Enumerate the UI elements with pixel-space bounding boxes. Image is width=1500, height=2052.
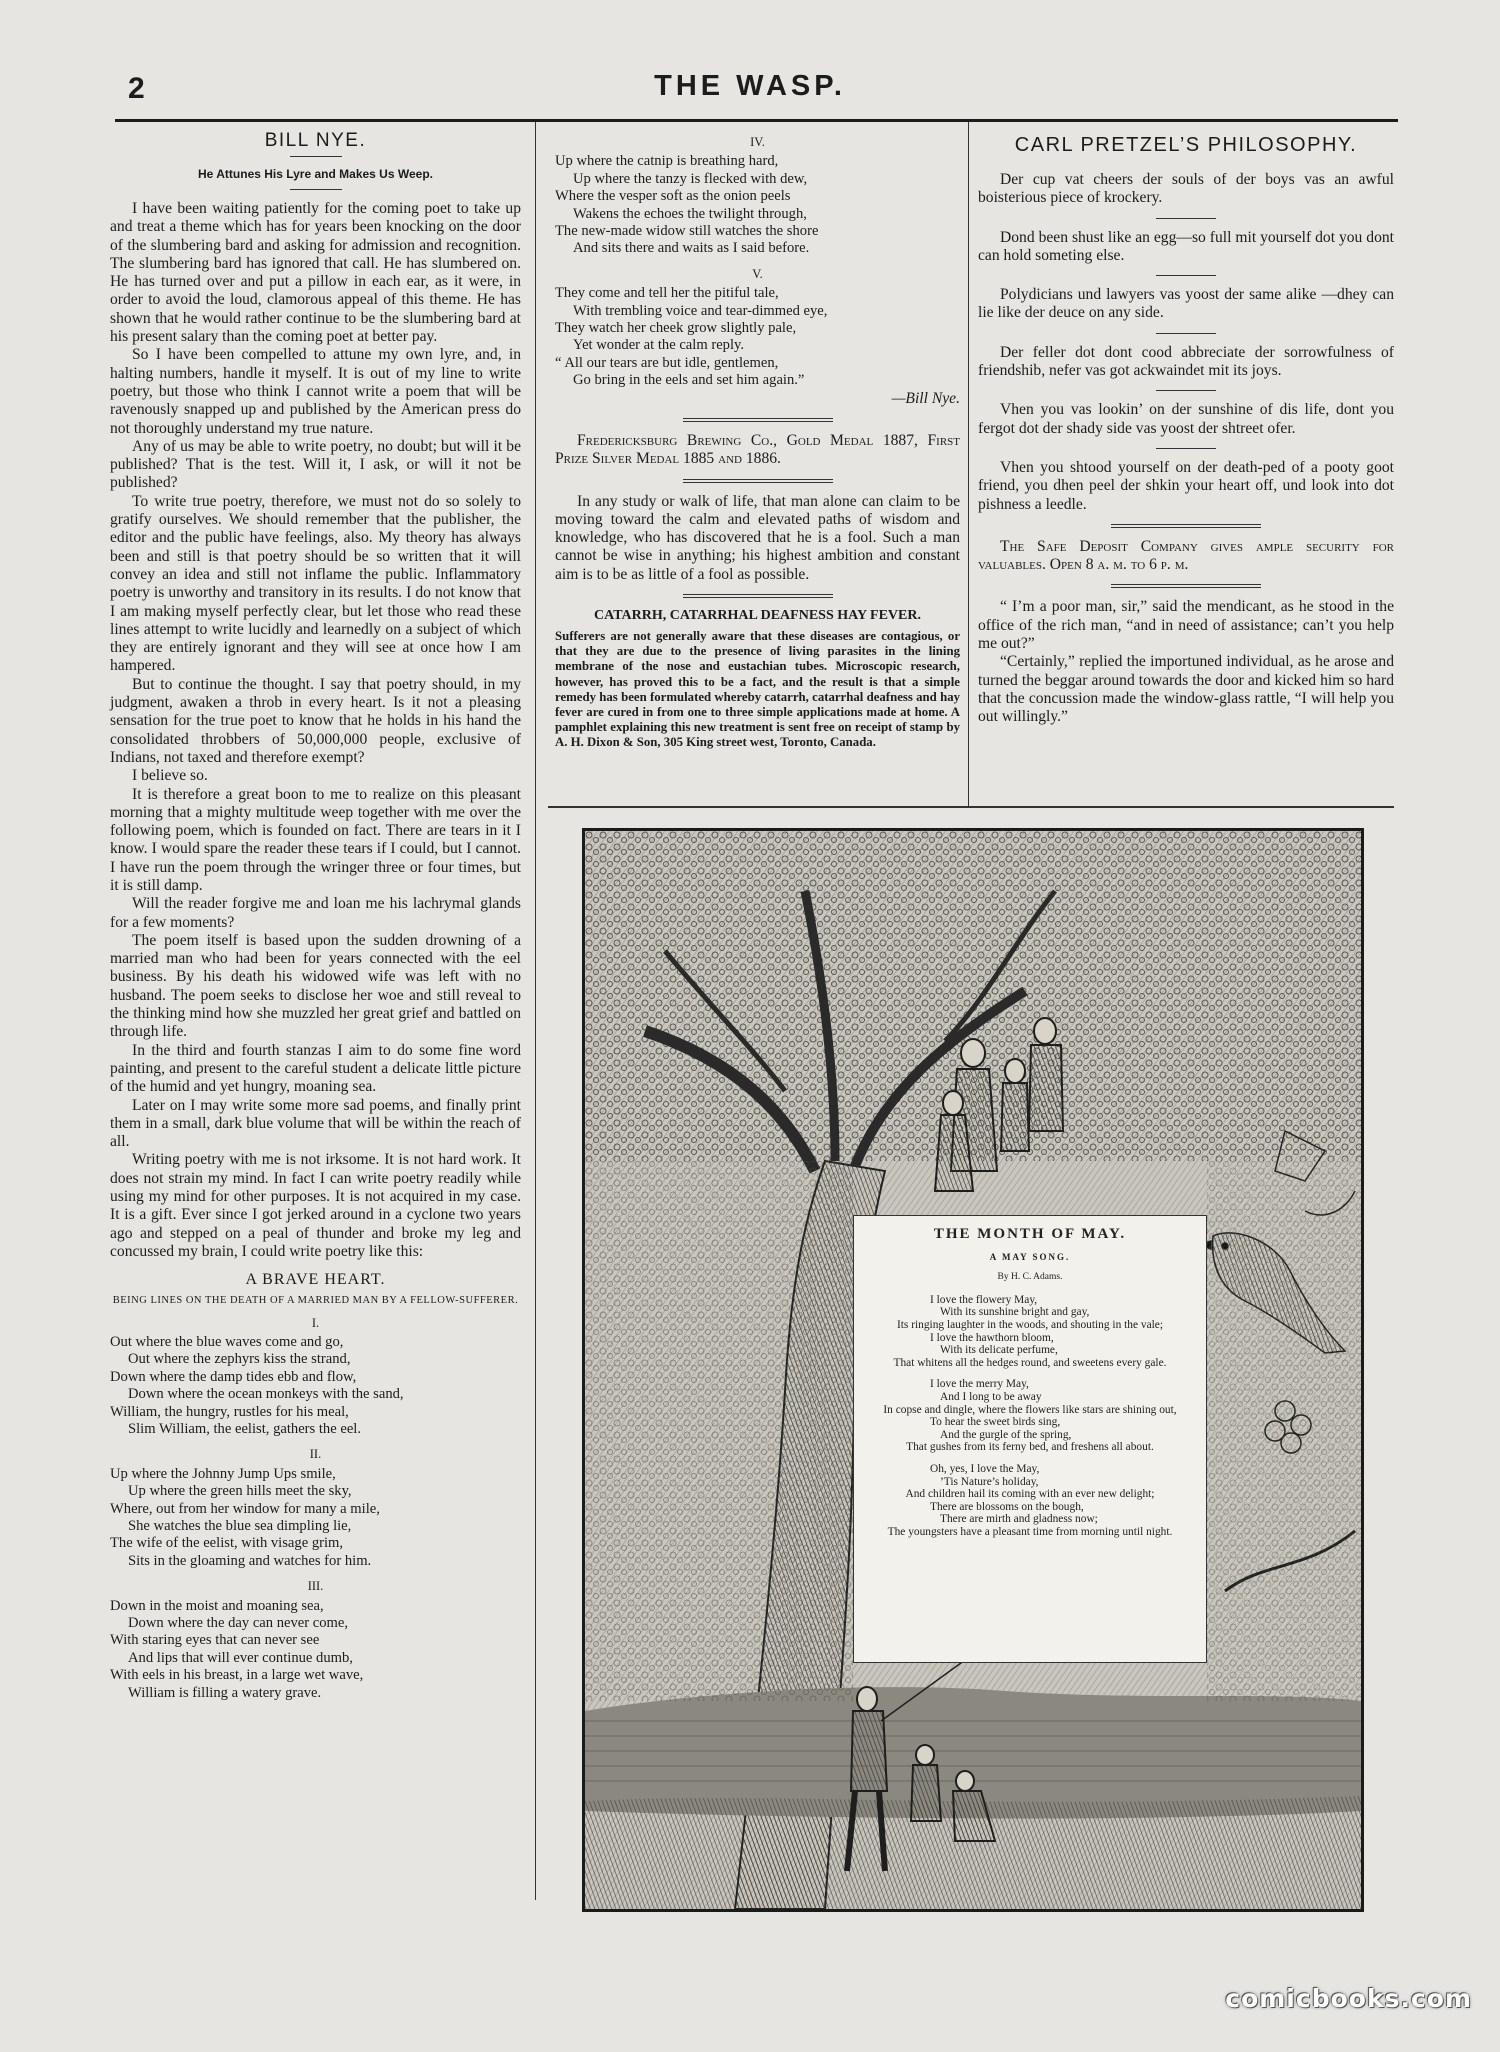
philosophy-title: CARL PRETZEL’S PHILOSOPHY. — [1014, 134, 1358, 156]
section-rule — [548, 806, 1394, 808]
may-line: With its sunshine bright and gay, — [940, 1306, 1090, 1319]
poem-line: Slim William, the eelist, gathers the eel. — [128, 1420, 361, 1437]
watermark: comicbooks.com — [1225, 1984, 1472, 2013]
divider — [1111, 584, 1261, 588]
poem-line: And lips that will ever continue dumb, — [128, 1649, 353, 1666]
may-line: And I long to be away — [940, 1390, 1042, 1403]
poem-line: Up where the green hills meet the sky, — [128, 1483, 352, 1500]
article-body — [110, 200, 521, 1261]
poem-line: William, the hungry, rustles for his meal, — [110, 1403, 349, 1420]
poem-line: She watches the blue sea dimpling lie, — [128, 1517, 352, 1534]
safe-deposit-notice: The Safe Deposit Company gives ample security for valuables. Open 8 a. m. to 6 p. m. — [978, 537, 1394, 574]
poem-line: Down where the damp tides ebb and flow, — [110, 1368, 357, 1385]
divider — [683, 479, 833, 483]
poem-line: “ All our tears are but idle, gentlemen, — [555, 354, 779, 371]
philosophy-item: Polydicians und lawyers vas yoost der same alike —dhey can lie like der deuce on any side. — [978, 286, 1394, 322]
poem-stanzas — [110, 1315, 521, 1703]
may-stanza — [862, 1294, 1198, 1370]
paragraph: But to continue the thought. I say that poetry should, in my judgment, awaken a throb in every heart. Is it not a pleasing sensation for the true poet to know that he holds in his hand the consolidated throbbers of 50,000,000 people, exclusive of Indians, not taxed and therefore exempt? — [110, 675, 521, 766]
title-rule — [290, 156, 342, 157]
poem-line: And sits there and waits as I said before. — [573, 240, 810, 257]
brewing-notice: Fredericksburg Brewing Co., Gold Medal 1887, First Prize Silver Medal 1885 and 1886. — [555, 431, 960, 468]
paragraph: Writing poetry with me is not irksome. It is not hard work. It does not strain my mind. In fact I can write poetry readily while using my mind for other purposes. It is not acquired in my case. It is a gift. Ever since I got jerked around in a cyclone two years ago and stepped on a peal of thunder and broke my leg and concussed my brain, I could write poetry like this: — [110, 1151, 521, 1260]
may-stanza — [862, 1378, 1198, 1454]
may-line: I love the flowery May, — [930, 1293, 1038, 1306]
column-carl-pretzel — [978, 134, 1394, 727]
may-line: Its ringing laughter in the woods, and shouting in the vale; — [896, 1318, 1164, 1331]
masthead-title: THE WASP. — [654, 70, 846, 102]
item-rule — [1156, 448, 1216, 449]
item-rule — [1156, 390, 1216, 391]
paragraph: To write true poetry, therefore, we must not do so solely to gratify ourselves. We should remember that the publisher, the editor and the public have feelings, also. My theory has always been and still is that poetry should be so written that it will convey an idea and still not inflame the public. Inflammatory poetry is unworthy and transitory in its results. I do not know that I am making myself perfectly clear, but let those who read these lines attempt to write lucidly and learnedly on a subject of which they are entirely ignorant and they will see at once how I am hampered. — [110, 492, 521, 675]
subtitle-rule — [290, 189, 342, 190]
column-divider-2 — [968, 122, 969, 806]
may-line: Oh, yes, I love the May, — [930, 1462, 1040, 1475]
may-line: That gushes from its ferny bed, and freshens all about. — [906, 1441, 1154, 1454]
poem-line: Up where the catnip is breathing hard, — [555, 153, 779, 170]
column-middle — [555, 126, 960, 751]
poem-line: Up where the tanzy is flecked with dew, — [573, 170, 808, 187]
may-line: I love the merry May, — [930, 1378, 1029, 1391]
item-rule — [1156, 275, 1216, 276]
may-line: With its delicate perfume, — [940, 1344, 1058, 1357]
poem-line: Where the vesper soft as the onion peels — [555, 188, 791, 205]
stanza-number: IV. — [750, 135, 765, 149]
poem-line: The wife of the eelist, with visage grim, — [110, 1535, 344, 1552]
poem-line: Down in the moist and moaning sea, — [110, 1597, 324, 1614]
ad-title: CATARRH, CATARRHAL DEAFNESS HAY FEVER. — [594, 608, 921, 624]
divider — [1111, 524, 1261, 528]
article-subtitle: He Attunes His Lyre and Makes Us Weep. — [198, 167, 433, 181]
divider — [683, 418, 833, 422]
may-line: To hear the sweet birds sing, — [930, 1416, 1061, 1429]
philosophy-item: Der cup vat cheers der souls of der boys vas an awful boisterious piece of krockery. — [978, 171, 1394, 207]
signature: —Bill Nye. — [891, 389, 960, 407]
paragraph: In the third and fourth stanzas I aim to do some fine word painting, and present to the careful student a delicate little picture of the humid and yet hungry, moaning sea. — [110, 1041, 521, 1096]
philosophy-items — [978, 171, 1394, 514]
poem-line: With eels in his breast, in a large wet wave, — [110, 1667, 364, 1684]
may-song-stanzas — [862, 1294, 1198, 1539]
ad-body: Sufferers are not generally aware that these diseases are contagious, or that they are due to the presence of living parasites in the lining membrane of the nose and eustachian tubes. Microscopic research, however, has proved this to be a fact, and the result is that a simple remedy has been formulated whereby catarrh, catarrhal deafness and hay fever are cured in from one to three simple applications made at home. A pamphlet explaining this new treatment is sent free on receipt of stamp by A. H. Dixon & Son, 305 King street west, Toronto, Canada. — [555, 629, 960, 750]
may-song-subtitle: A MAY SONG. — [989, 1251, 1071, 1262]
may-song-title: THE MONTH OF MAY. — [933, 1226, 1127, 1242]
header-rule — [115, 119, 1398, 122]
may-line: And the gurgle of the spring, — [940, 1428, 1072, 1441]
stanza-number: II. — [309, 1447, 322, 1462]
poem-line: With trembling voice and tear-dimmed eye, — [573, 302, 828, 319]
page-number: 2 — [128, 72, 145, 105]
paragraph: So I have been compelled to attune my own lyre, and, in halting numbers, handle it myself. It is out of my line to write poetry, but those who think I cannot write a poem that will be ravenously snapped up and published by the American press do not thoroughly understand my true nature. — [110, 346, 521, 437]
poem-line: The new-made widow still watches the shore — [555, 223, 819, 240]
paragraph: Any of us may be able to write poetry, no doubt; but will it be published? That is the test. Will it, I ask, or will it not be published? — [110, 437, 521, 492]
may-line: The youngsters have a pleasant time from morning until night. — [887, 1525, 1173, 1538]
may-line: ’Tis Nature’s holiday, — [940, 1475, 1039, 1488]
poem-subtitle: BEING LINES ON THE DEATH OF A MARRIED MAN BY A FELLOW-SUFFERER. — [112, 1294, 519, 1306]
paragraph: Later on I may write some more sad poems, and finally print them in a small, dark blue volume that will be within the reach of all. — [110, 1096, 521, 1151]
may-line: In copse and dingle, where the flowers like stars are shining out, — [883, 1403, 1177, 1416]
stanza-number: III. — [307, 1579, 324, 1594]
poem-line: Where, out from her window for many a mile, — [110, 1500, 380, 1517]
may-song-caption — [853, 1215, 1207, 1663]
item-rule — [1156, 218, 1216, 219]
may-line: There are blossoms on the bough, — [930, 1500, 1084, 1513]
paragraph: The poem itself is based upon the sudden drowning of a married man who had been for years connected with the eel business. By his death his widowed wife was left with no husband. The poem seeks to disclose her woe and still reveal to the thinking mind how she muzzled her great grief and battled on through life. — [110, 931, 521, 1041]
poem-line: Wakens the echoes the twilight through, — [573, 205, 807, 222]
stanza-number: I. — [311, 1315, 320, 1330]
stanza-number: V. — [752, 266, 763, 281]
may-line: That whitens all the hedges round, and sweetens every gale. — [893, 1356, 1167, 1369]
may-stanza — [862, 1463, 1198, 1539]
poem-line: William is filling a watery grave. — [128, 1684, 322, 1701]
poem-line: Out where the blue waves come and go, — [110, 1333, 344, 1350]
mendicant-paragraph: “Certainly,” replied the importuned individual, as he arose and turned the beggar around towards the door and kicked him so hard that the concussion made the window-glass rattle, “I will help you out willingly.” — [978, 653, 1394, 726]
poem-line: Yet wonder at the calm reply. — [573, 337, 745, 354]
poem-line: Down where the day can never come, — [128, 1615, 349, 1632]
column-divider-1 — [535, 122, 536, 1900]
poem-line: With staring eyes that can never see — [110, 1632, 320, 1649]
divider — [683, 594, 833, 598]
mendicant-story — [978, 598, 1394, 726]
philosophy-item: Der feller dot dont cood abbreciate der sorrowfulness of friendshib, nefer vas got ackwaindet mit its joys. — [978, 343, 1394, 380]
paragraph: I believe so. — [132, 767, 208, 785]
wisdom-paragraph: In any study or walk of life, that man alone can claim to be moving toward the calm and elevated paths of wisdom and knowledge, who has discovered that he is a fool. Such a man cannot be wise in anything; his highest ambition and constant aim is to be as little of a fool as possible. — [555, 492, 960, 583]
poem-line: Go bring in the eels and set him again.” — [573, 372, 805, 389]
philosophy-item: Vhen you shtood yourself on der death-ped of a pooty goot friend, you dhen peel der shkin your heart off, und look into dot pishness a leedle. — [978, 458, 1394, 513]
may-line: There are mirth and gladness now; — [940, 1513, 1098, 1526]
poem-line: Down where the ocean monkeys with the sand, — [128, 1386, 404, 1403]
may-line: And children hail its coming with an ever new delight; — [905, 1488, 1155, 1501]
poem-line: They come and tell her the pitiful tale, — [555, 285, 779, 302]
paragraph: I have been waiting patiently for the coming poet to take up and treat a theme which has for years been knocking on the door of the slumbering bard and asking for admission and recognition. The slumbering bard has ignored that call. He has slumbered on. He has turned over and put a pillow in each ear, as it were, in order to avoid the loud, clamorous appeal of this theme. He has shown that he would rather continue to be the slumbering bard at his present salary than the coming poet at better pay. — [110, 200, 521, 346]
philosophy-item: Dond been shust like an egg—so full mit yourself dot you dont can hold someting else. — [978, 228, 1394, 264]
poem-line: Up where the Johnny Jump Ups smile, — [110, 1465, 336, 1482]
month-of-may-engraving — [582, 828, 1364, 1912]
column-bill-nye — [110, 130, 521, 1702]
article-title: BILL NYE. — [264, 130, 367, 151]
poem-stanzas-continued — [555, 134, 960, 390]
paragraph: It is therefore a great boon to me to realize on this pleasant morning that a mighty multitude weep together with me over the following poem, which is founded on fact. There are tears in it I know. I would spare the reader these tears if I could, but I cannot. I have run the poem through the wringer three or four times, but it is still damp. — [110, 785, 521, 894]
item-rule — [1156, 333, 1216, 334]
philosophy-item: Vhen you vas lookin’ on der sunshine of dis life, dont you fergot dot der shady side vas yoost der shtreet ofer. — [978, 401, 1394, 437]
poem-line: Sits in the gloaming and watches for him. — [128, 1552, 372, 1569]
paragraph: Will the reader forgive me and loan me his lachrymal glands for a few moments? — [110, 895, 521, 931]
mendicant-paragraph: “ I’m a poor man, sir,” said the mendicant, as he stood in the office of the rich man, “and in need of assistance; can’t you help me out?” — [978, 598, 1394, 653]
poem-title: A BRAVE HEART. — [245, 1271, 386, 1289]
may-line: I love the hawthorn bloom, — [930, 1331, 1054, 1344]
poem-line: Out where the zephyrs kiss the strand, — [128, 1351, 351, 1368]
poem-line: They watch her cheek grow slightly pale, — [555, 320, 797, 337]
may-song-byline: By H. C. Adams. — [997, 1272, 1063, 1283]
